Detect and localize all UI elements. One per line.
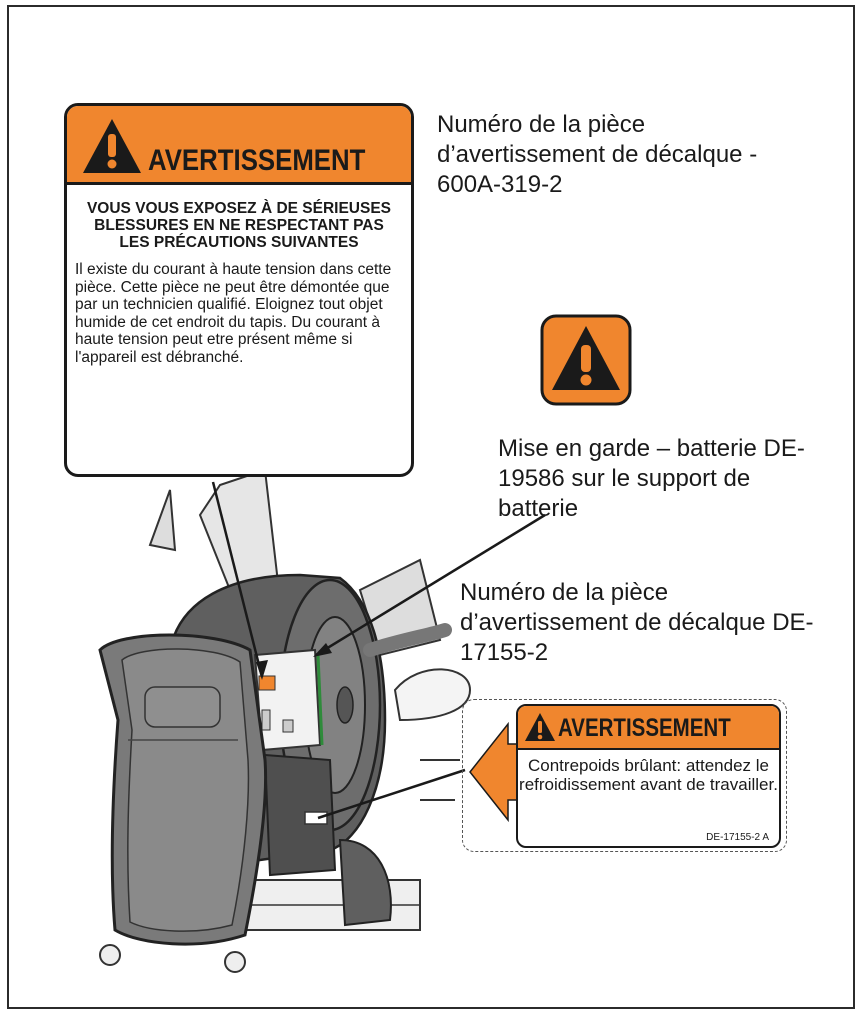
small-decal-header: [518, 706, 779, 750]
counterweight-tag: [305, 812, 327, 824]
panel-slot: [262, 710, 270, 730]
small-decal-message: Contrepoids brûlant: attendez le refroidissement avant de travailler.: [519, 756, 778, 794]
warning-decal-title: AVERTISSEMENT: [148, 144, 366, 177]
caption-decal-de17155: Numéro de la pièce d’avertissement de décalque DE-17155-2: [460, 579, 814, 666]
frame-tube: [150, 490, 175, 550]
battery-warning-icon: [540, 314, 632, 406]
flywheel-hub: [337, 687, 353, 723]
caster-wheel: [100, 945, 120, 965]
panel-slot: [283, 720, 293, 732]
warning-decal-600a: [64, 103, 414, 477]
caster-wheel: [225, 952, 245, 972]
caption-battery: Mise en garde – batterie DE-19586 sur le support de batterie: [498, 435, 805, 522]
caption-decal-600a: Numéro de la pièce d’avertissement de décalque - 600A-319-2: [437, 111, 758, 198]
warning-triangle-icon: [524, 712, 556, 742]
pedal: [395, 669, 470, 720]
small-decal-title: AVERTISSEMENT: [558, 714, 731, 742]
warning-decal-header: [67, 106, 411, 185]
rail-lines: [420, 760, 460, 800]
warning-triangle-icon: [81, 116, 143, 176]
warning-decal-subtitle: VOUS VOUS EXPOSEZ À DE SÉRIEUSES BLESSURES EN NE RESPECTANT PAS LES PRÉCAUTIONS SUIVANTES: [86, 200, 392, 251]
lower-wheel: [340, 840, 391, 925]
warning-decal-body: Il existe du courant à haute tension dans cette pièce. Cette pièce ne peut être démontée que par un technicien qualifié. Eloignez tout objet humide de cet endroit du tapis. Du courant à haute tension peut etre présent même si l'appareil est débranché.: [75, 261, 392, 366]
shroud-handle: [145, 687, 220, 727]
warning-decal-de17155: [516, 704, 781, 848]
small-decal-code: DE-17155-2 A: [706, 832, 769, 843]
